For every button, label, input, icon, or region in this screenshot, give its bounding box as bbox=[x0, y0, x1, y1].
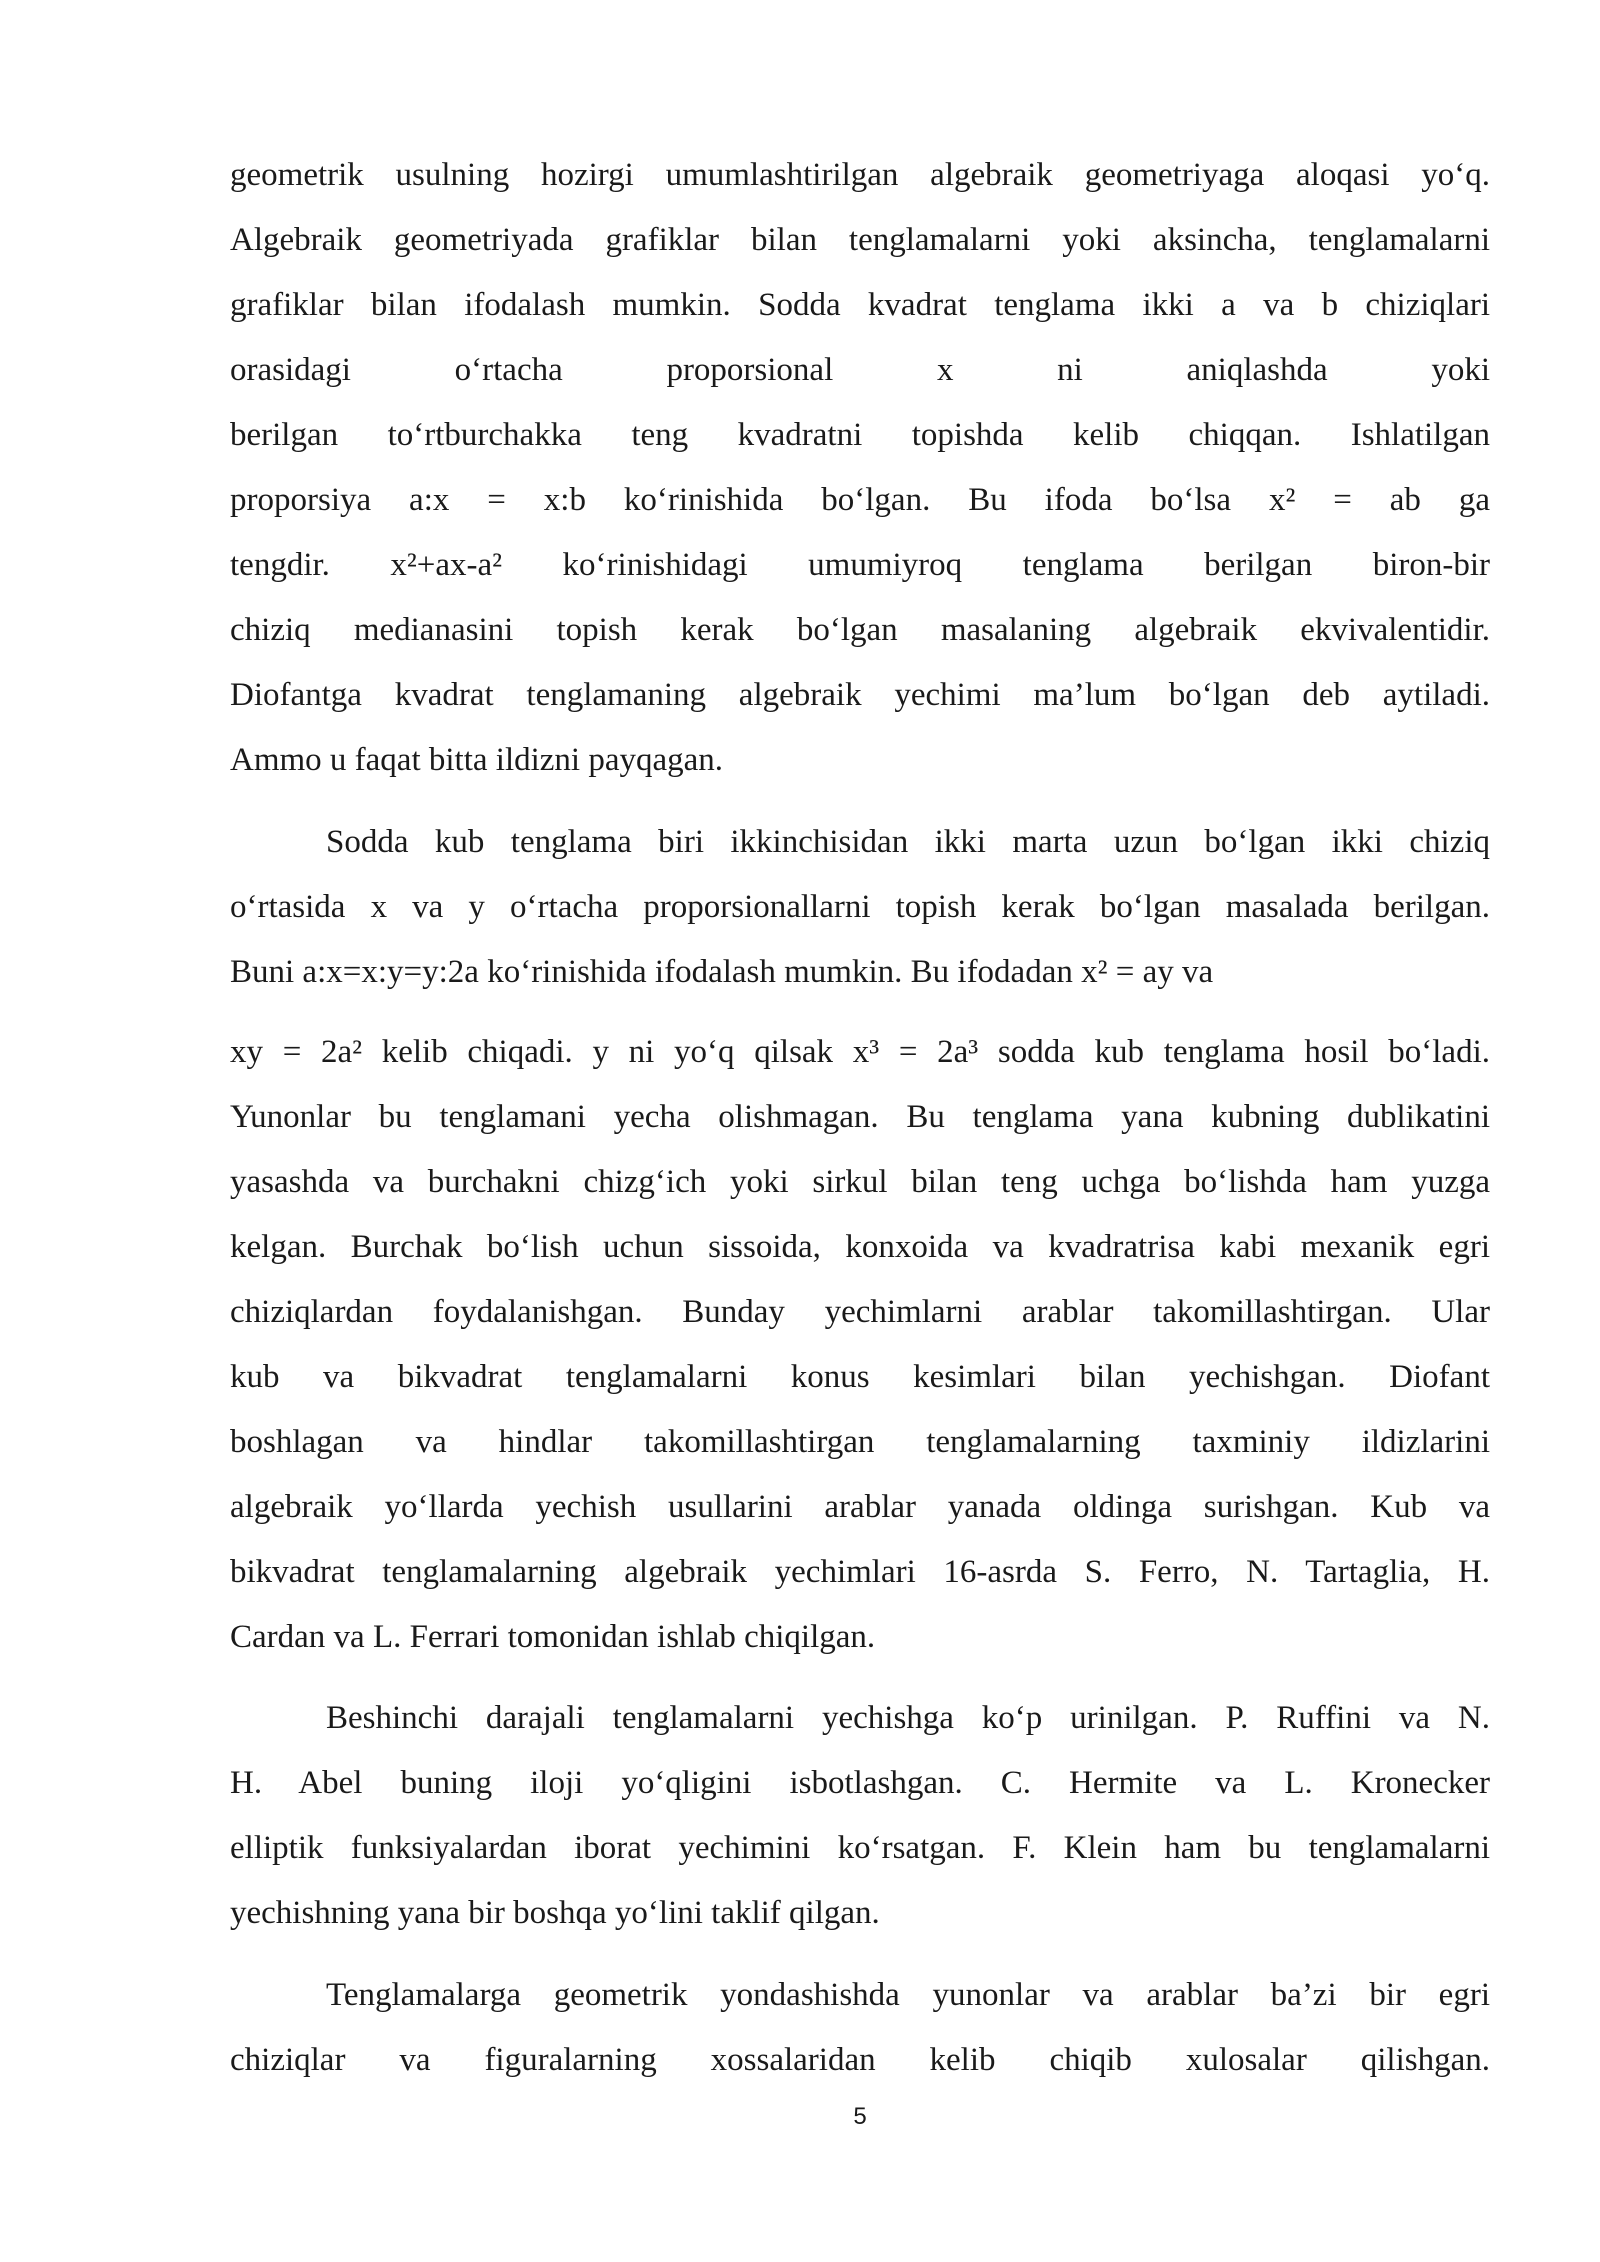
text-line: chiziqlardan foydalanishgan. Bunday yechimlarni arablar takomillashtirgan. Ular bbox=[230, 1294, 1490, 1330]
text-line: berilgan to‘rtburchakka teng kvadratni topishda kelib chiqqan. Ishlatilgan bbox=[230, 417, 1490, 453]
text-line: Sodda kub tenglama biri ikkinchisidan ikki marta uzun bo‘lgan ikki chiziq bbox=[326, 824, 1490, 860]
text-line: Yunonlar bu tenglamani yecha olishmagan. Bu tenglama yana kubning dublikatini bbox=[230, 1099, 1490, 1135]
page-number: 5 bbox=[853, 2103, 867, 2130]
text-line: Cardan va L. Ferrari tomonidan ishlab chiqilgan. bbox=[230, 1619, 876, 1655]
text-line: Beshinchi darajali tenglamalarni yechishga ko‘p urinilgan. P. Ruffini va N. bbox=[326, 1700, 1490, 1736]
text-line: grafiklar bilan ifodalash mumkin. Sodda kvadrat tenglama ikki a va b chiziqlari bbox=[230, 287, 1490, 323]
text-line: Tenglamalarga geometrik yondashishda yunonlar va arablar ba’zi bir egri bbox=[326, 1977, 1490, 2013]
text-line: orasidagi o‘rtacha proporsional x ni aniqlashda yoki bbox=[230, 352, 1490, 388]
text-line: geometrik usulning hozirgi umumlashtirilgan algebraik geometriyaga aloqasi yo‘q. bbox=[230, 157, 1490, 193]
text-line: chiziq medianasini topish kerak bo‘lgan masalaning algebraik ekvivalentidir. bbox=[230, 612, 1490, 648]
text-line: yasashda va burchakni chizg‘ich yoki sirkul bilan teng uchga bo‘lishda ham yuzga bbox=[230, 1164, 1490, 1200]
text-line: boshlagan va hindlar takomillashtirgan tenglamalarning taxminiy ildizlarini bbox=[230, 1424, 1490, 1460]
text-line: xy = 2a² kelib chiqadi. y ni yo‘q qilsak x³ = 2a³ sodda kub tenglama hosil bo‘ladi. bbox=[230, 1034, 1490, 1070]
text-line: kub va bikvadrat tenglamalarni konus kesimlari bilan yechishgan. Diofant bbox=[230, 1359, 1490, 1395]
text-line: yechishning yana bir boshqa yo‘lini taklif qilgan. bbox=[230, 1895, 880, 1931]
text-line: Buni a:x=x:y=y:2a ko‘rinishida ifodalash mumkin. Bu ifodadan x² = ay va bbox=[230, 954, 1214, 990]
text-line: H. Abel buning iloji yo‘qligini isbotlashgan. C. Hermite va L. Kronecker bbox=[230, 1765, 1490, 1801]
text-line: proporsiya a:x = x:b ko‘rinishida bo‘lgan. Bu ifoda bo‘lsa x² = ab ga bbox=[230, 482, 1490, 518]
text-line: Algebraik geometriyada grafiklar bilan tenglamalarni yoki aksincha, tenglamalarni bbox=[230, 222, 1490, 258]
text-line: elliptik funksiyalardan iborat yechimini ko‘rsatgan. F. Klein ham bu tenglamalarni bbox=[230, 1830, 1490, 1866]
text-line: tengdir. x²+ax-a² ko‘rinishidagi umumiyroq tenglama berilgan biron-bir bbox=[230, 547, 1490, 583]
text-line: Diofantga kvadrat tenglamaning algebraik yechimi ma’lum bo‘lgan deb aytiladi. bbox=[230, 677, 1490, 713]
text-line: kelgan. Burchak bo‘lish uchun sissoida, konxoida va kvadratrisa kabi mexanik egri bbox=[230, 1229, 1490, 1265]
text-line: o‘rtasida x va y o‘rtacha proporsionallarni topish kerak bo‘lgan masalada berilgan. bbox=[230, 889, 1490, 925]
text-line: algebraik yo‘llarda yechish usullarini arablar yanada oldinga surishgan. Kub va bbox=[230, 1489, 1490, 1525]
text-line: chiziqlar va figuralarning xossalaridan kelib chiqib xulosalar qilishgan. bbox=[230, 2042, 1490, 2078]
text-line: bikvadrat tenglamalarning algebraik yechimlari 16-asrda S. Ferro, N. Tartaglia, H. bbox=[230, 1554, 1490, 1590]
text-line: Ammo u faqat bitta ildizni payqagan. bbox=[230, 742, 724, 778]
